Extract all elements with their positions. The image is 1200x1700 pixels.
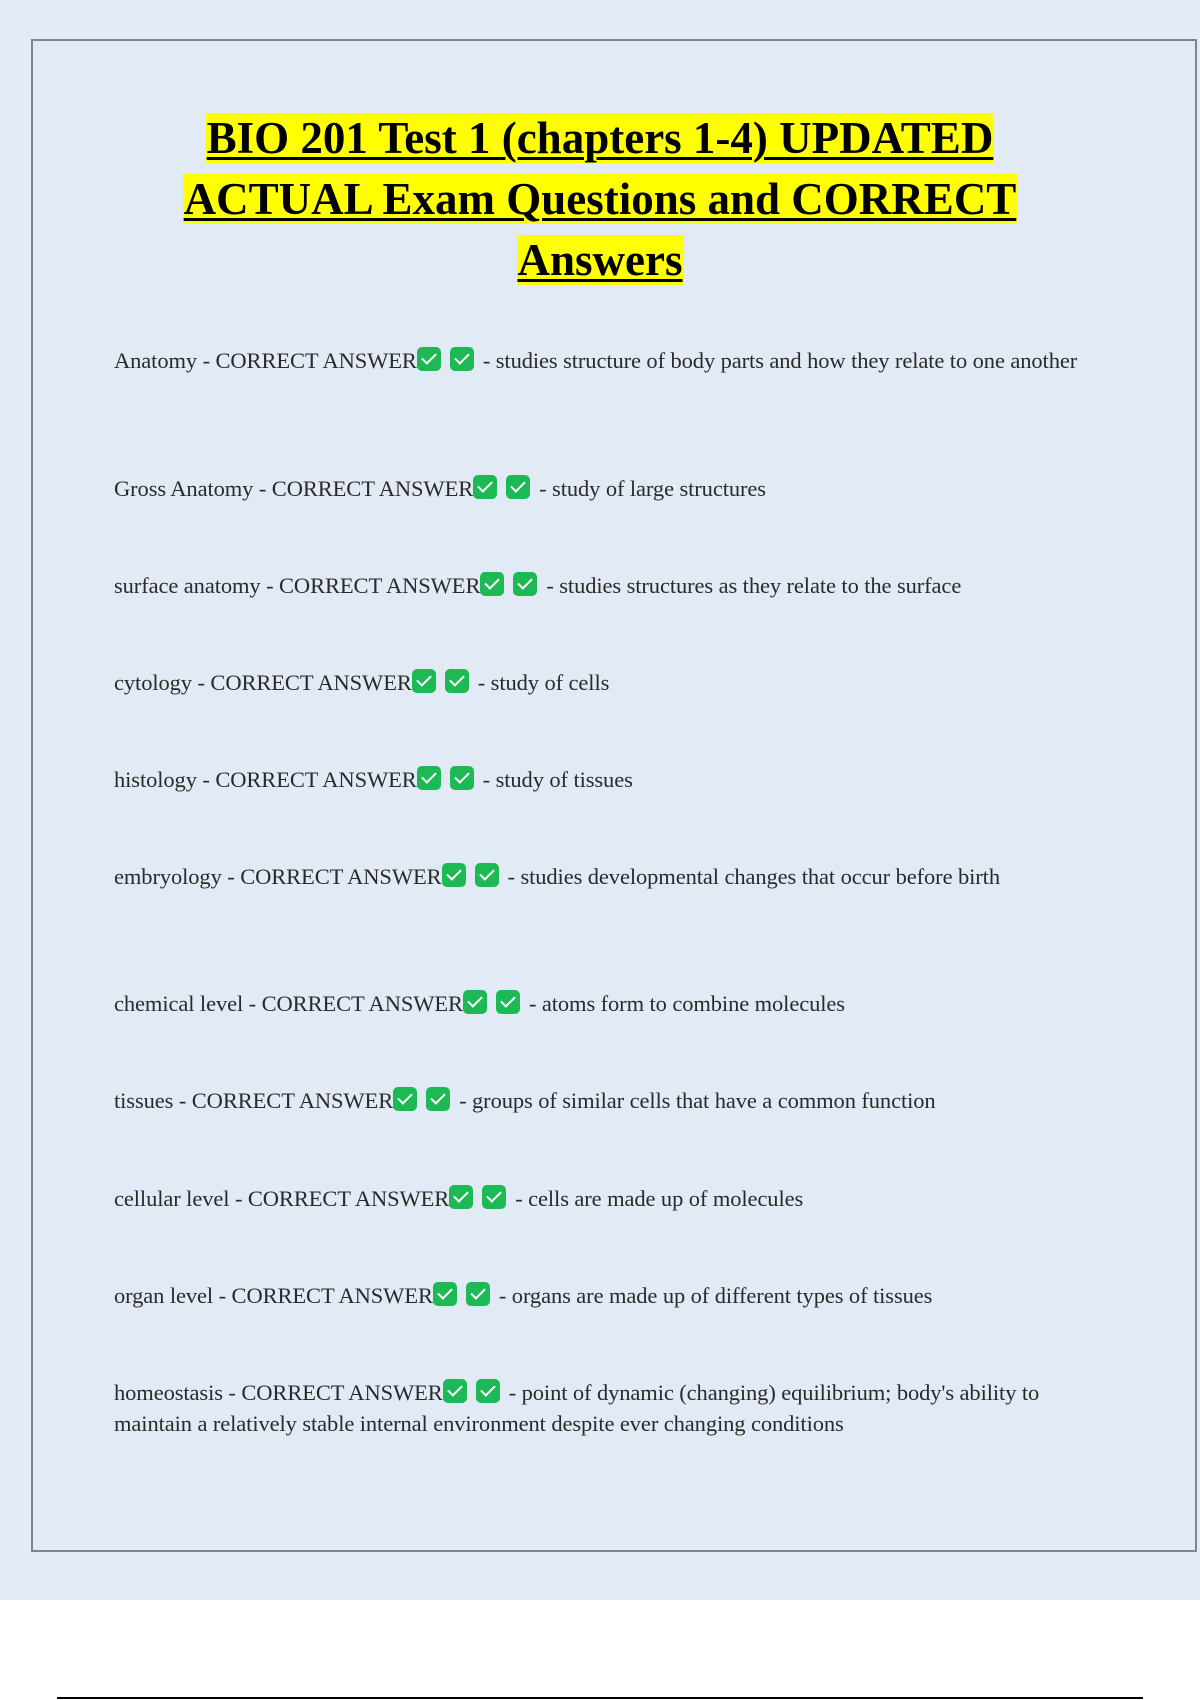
qa-entry: surface anatomy - CORRECT ANSWER - studies structures as they relate to the surface (114, 573, 962, 598)
title-line-1: BIO 201 Test 1 (chapters 1-4) UPDATED (206, 113, 994, 163)
answer-marker: CORRECT ANSWER (210, 670, 412, 695)
title-line-3: Answers (517, 235, 683, 285)
check-box-icon (513, 572, 537, 596)
qa-entry: chemical level - CORRECT ANSWER - atoms form to combine molecules (114, 991, 845, 1016)
check-box-icon (449, 1185, 473, 1209)
entry-term: embryology (114, 864, 222, 889)
entry-definition: - study of large structures (539, 476, 766, 501)
qa-entry: cytology - CORRECT ANSWER - study of cells (114, 670, 610, 695)
entry-definition: - atoms form to combine molecules (528, 991, 845, 1016)
check-box-icon (393, 1087, 417, 1111)
check-box-icon (450, 766, 474, 790)
entry-term: cytology (114, 670, 192, 695)
answer-marker: CORRECT ANSWER (240, 864, 442, 889)
entry-definition: - cells are made up of molecules (515, 1186, 804, 1211)
entry-definition: - studies structures as they relate to the surface (546, 573, 962, 598)
document-title (60, 108, 1140, 291)
title-line-2: ACTUAL Exam Questions and CORRECT (183, 174, 1017, 224)
check-box-icon (450, 347, 474, 371)
qa-entry: embryology - CORRECT ANSWER - studies developmental changes that occur before birth (114, 864, 1000, 889)
qa-entry: cellular level - CORRECT ANSWER - cells are made up of molecules (114, 1186, 804, 1211)
entry-definition: - organs are made up of different types of tissues (498, 1283, 933, 1308)
qa-entry: organ level - CORRECT ANSWER - organs are made up of different types of tissues (114, 1283, 933, 1308)
entry-term: organ level (114, 1283, 214, 1308)
qa-entry: Gross Anatomy - CORRECT ANSWER - study of large structures (114, 476, 766, 501)
entry-definition: - study of cells (477, 670, 610, 695)
answer-marker: CORRECT ANSWER (271, 476, 474, 501)
answer-marker: CORRECT ANSWER (191, 1088, 394, 1113)
check-box-icon (476, 1379, 500, 1403)
check-box-icon (445, 669, 469, 693)
entry-term: tissues (114, 1088, 174, 1113)
check-box-icon (475, 863, 499, 887)
check-box-icon (466, 1282, 490, 1306)
entry-definition: - point of dynamic (changing) equilibrium; body's ability to maintain a relatively stable internal environment despite ever changing conditions (114, 1380, 1040, 1436)
entry-definition: - studies structure of body parts and how they relate to one another (482, 348, 1078, 373)
entry-definition: - studies developmental changes that occur before birth (507, 864, 1000, 889)
check-box-icon (412, 669, 436, 693)
check-box-icon (426, 1087, 450, 1111)
answer-marker: CORRECT ANSWER (261, 991, 463, 1016)
answer-marker: CORRECT ANSWER (241, 1380, 443, 1405)
entry-term: histology (114, 767, 197, 792)
entry-term: cellular level (114, 1186, 230, 1211)
answer-marker: CORRECT ANSWER (215, 767, 417, 792)
check-box-icon (417, 347, 441, 371)
check-box-icon (442, 863, 466, 887)
entry-term: homeostasis (114, 1380, 223, 1405)
answer-marker: CORRECT ANSWER (247, 1186, 450, 1211)
qa-entry: tissues - CORRECT ANSWER - groups of similar cells that have a common function (114, 1088, 936, 1113)
check-box-icon (482, 1185, 506, 1209)
check-box-icon (496, 990, 520, 1014)
check-box-icon (417, 766, 441, 790)
entry-term: Anatomy (114, 348, 198, 373)
entry-term: surface anatomy (114, 573, 261, 598)
qa-entry: histology - CORRECT ANSWER - study of tissues (114, 767, 633, 792)
check-box-icon (443, 1379, 467, 1403)
qa-entry: Anatomy - CORRECT ANSWER - studies structure of body parts and how they relate to one another (114, 348, 1078, 373)
check-box-icon (480, 572, 504, 596)
entry-definition: - study of tissues (482, 767, 633, 792)
qa-entry: homeostasis - CORRECT ANSWER - point of dynamic (changing) equilibrium; body's ability to maintain a relatively stable internal environment despite ever changing conditions (114, 1380, 1040, 1436)
entry-term: Gross Anatomy (114, 476, 254, 501)
answer-marker: CORRECT ANSWER (215, 348, 417, 373)
answer-marker: CORRECT ANSWER (279, 573, 481, 598)
check-box-icon (463, 990, 487, 1014)
check-box-icon (473, 475, 497, 499)
entry-term: chemical level (114, 991, 244, 1016)
check-box-icon (506, 475, 530, 499)
entry-definition: - groups of similar cells that have a common function (459, 1088, 936, 1113)
check-box-icon (433, 1282, 457, 1306)
bottom-divider (57, 1697, 1143, 1699)
answer-marker: CORRECT ANSWER (231, 1283, 433, 1308)
